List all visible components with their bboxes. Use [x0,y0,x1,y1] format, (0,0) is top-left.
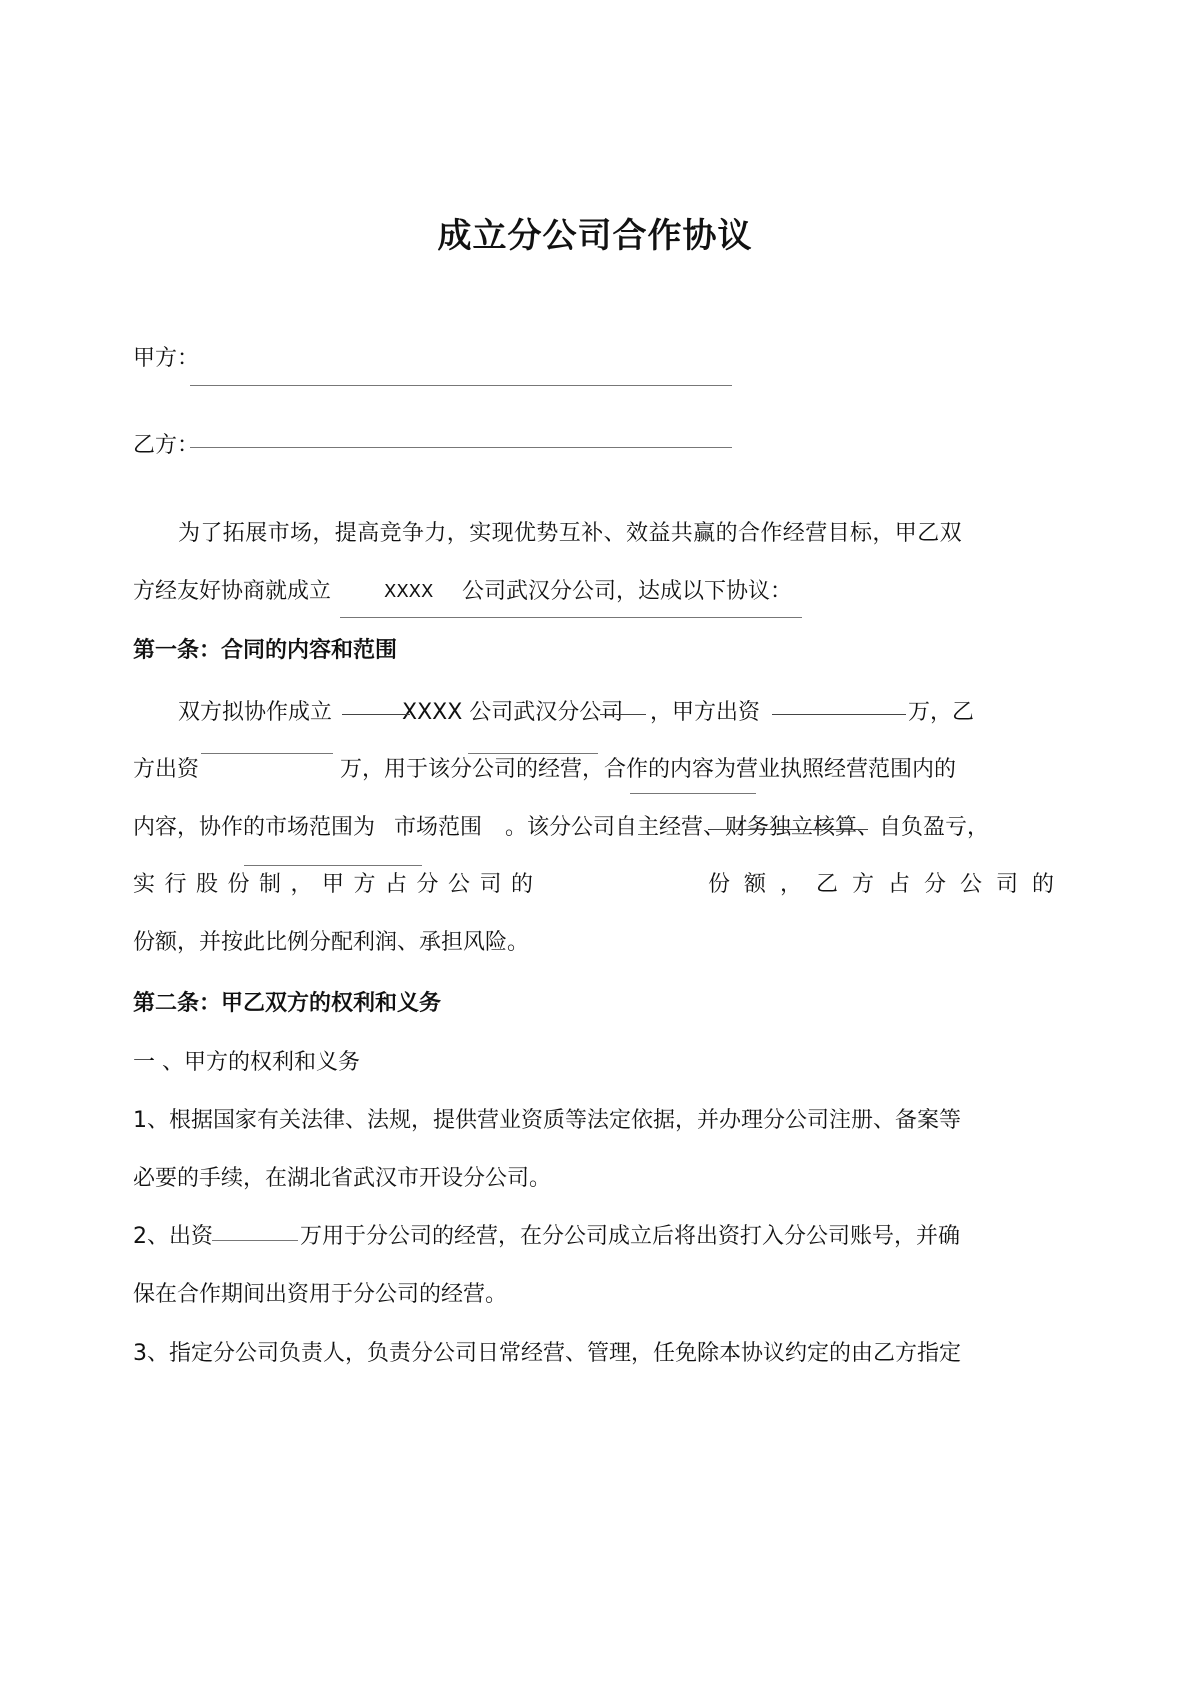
party-a-investment-blank [772,714,906,715]
fill-line [600,714,646,715]
article-1-company-name: XXXX 公司武汉分公司 [402,700,624,725]
item-2-investment-blank [212,1240,298,1241]
party-b-fill-line [190,447,732,448]
intro-line-1: 为了拓展市场，提高竞争力，实现优势互补、效益共赢的合作经营目标，甲乙双 [178,521,963,546]
item-2-line-1a: 2、出资 [133,1224,213,1249]
party-a-fill-line [190,385,732,386]
article-1-line-5: 份额，并按此比例分配利润、承担风险。 [133,930,530,955]
article-1-line-4b: 份额，乙方占分公司的 [708,872,1069,897]
intro-line-2a: 方经友好协商就成立 [133,579,332,604]
fill-line [630,793,756,794]
party-b-label: 乙方： [133,433,200,458]
fill-line [244,865,422,866]
article-1-line-3c: 。该分公司自主经营、财务独立核算、自负盈亏， [505,815,990,840]
article-1-line-3a: 内容，协作的市场范围为 [133,815,376,840]
party-a-rights-heading: 一 、甲方的权利和义务 [133,1050,360,1075]
party-b-investment-blank [201,753,333,754]
party-a-label: 甲方： [133,346,200,371]
fill-line [708,829,868,830]
market-scope-blank: 市场范围 [394,815,483,840]
article-1-line-4a: 实行股份制，甲方占分公司的 [133,872,543,897]
item-2-line-2: 保在合作期间出资用于分公司的经营。 [133,1282,508,1307]
article-1-line-2a: 方出资 [133,757,200,782]
article-1-line-1a: 双方拟协作成立 [178,700,333,725]
fill-line [468,753,598,754]
article-1-line-1d: 万，乙 [908,700,975,725]
item-3-line-1: 3、指定分公司负责人，负责分公司日常经营、管理，任免除本协议约定的由乙方指定 [133,1341,961,1366]
intro-line-2c: 公司武汉分公司，达成以下协议： [462,579,793,604]
item-1-line-1: 1、根据国家有关法律、法规，提供营业资质等法定依据，并办理分公司注册、备案等 [133,1108,961,1133]
fill-line [342,714,410,715]
item-1-line-2: 必要的手续，在湖北省武汉市开设分公司。 [133,1166,552,1191]
article-1-line-2b: 万，用于该分公司的经营，合作的内容为营业执照经营范围内的 [340,757,957,782]
article-2-heading: 第二条：甲乙双方的权利和义务 [133,991,442,1016]
article-1-line-1c: ，甲方出资 [650,700,761,725]
intro-fill-line [340,617,802,618]
item-2-line-1b: 万用于分公司的经营，在分公司成立后将出资打入分公司账号，并确 [300,1224,961,1249]
document-title: 成立分公司合作协议 [437,216,753,256]
company-name-blank: XXXX [384,581,434,602]
article-1-heading: 第一条：合同的内容和范围 [133,638,398,663]
